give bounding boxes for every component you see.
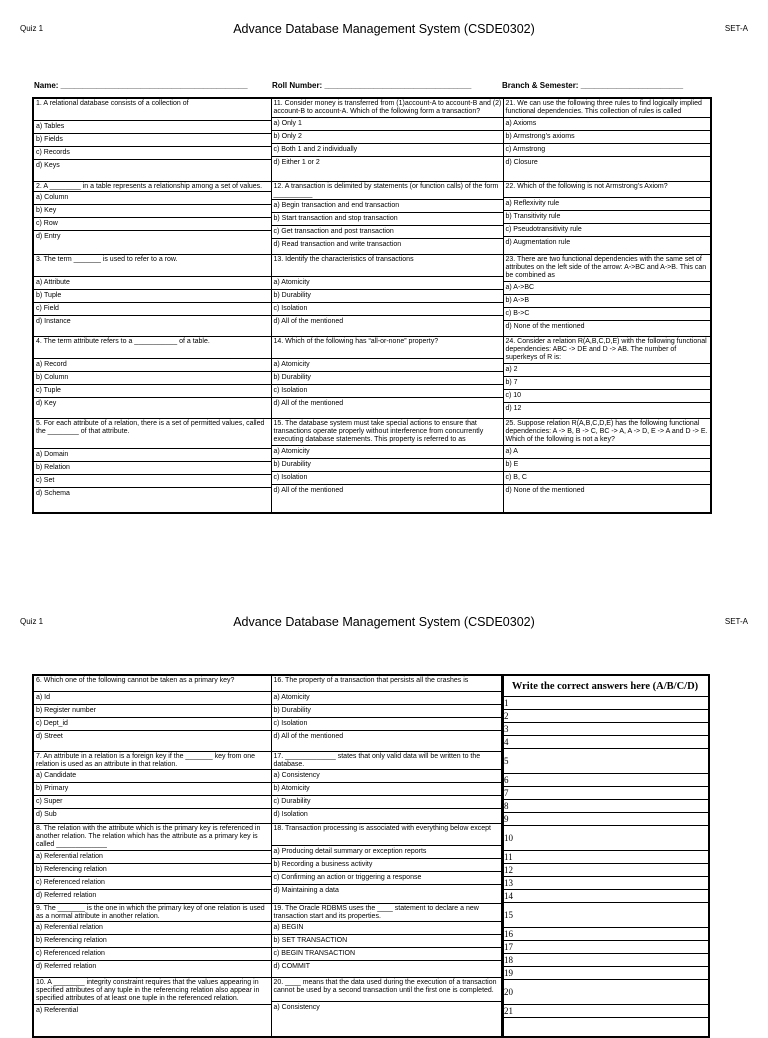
answer-row[interactable]: 10 [502,826,708,851]
answer-option: c) Confirming an action or triggering a response [272,871,503,884]
quiz-label: Quiz 1 [20,24,44,33]
question-text: 24. Consider a relation R(A,B,C,D,E) with the following functional dependencies: ABC -> DE and D -> AB. The number of superkeys of R is: [505,337,707,362]
answer-option: c) Tuple [34,384,271,397]
answer-option: b) Fields [34,133,271,146]
answer-option: a) Producing detail summary or exception reports [272,845,503,858]
question-cell [271,98,503,181]
answer-option: a) Referential relation [34,850,271,863]
answer-row[interactable]: 15 [502,903,708,928]
answer-option: b) Referencing relation [34,934,271,947]
answer-option: a) Only 1 [272,117,503,130]
answer-option: a) Consistency [272,769,503,782]
page-title: Advance Database Management System (CSDE0302) [233,615,535,629]
answer-option: b) Durability [272,289,503,302]
answer-option: a) Atomicity [272,445,503,458]
answer-option: d) Read transaction and write transaction [272,238,503,251]
answer-row[interactable]: 12 [502,864,708,877]
question-cell [271,903,503,977]
answer-option: b) Key [34,204,271,217]
answer-option: c) Isolation [272,471,503,484]
answer-option: a) Attribute [34,276,271,289]
question-cell [271,254,503,336]
answer-option: a) Reflexivity rule [504,197,711,210]
answer-option: a) Record [34,358,271,371]
answer-row[interactable]: 5 [502,749,708,774]
answer-row[interactable]: 21 [502,1005,708,1018]
question-text: 25. Suppose relation R(A,B,C,D,E) has the following functional dependencies: A -> B, B -> C, BC -> A, A -> D, E -> A and D -> E. Which of the following is not a key? [505,419,708,444]
answer-option: a) Tables [34,120,271,133]
answer-option: a) Column [34,191,271,204]
quiz-label: Quiz 1 [20,617,44,626]
answer-option: b) Primary [34,782,271,795]
answer-row[interactable]: 14 [502,890,708,903]
answer-option: a) Id [34,691,271,704]
question-text: 1. A relational database consists of a collection of [36,100,189,107]
answer-option: d) Maintaining a data [272,884,503,897]
question-text: 20. ____ means that the data used during the execution of a transaction cannot be used by a second transaction until the first one is completed. [273,978,497,994]
question-text: 9. The _______ is the one in which the primary key of one relation is used as a normal attribute in another relation. [36,904,265,920]
question-cell [33,823,271,903]
question-text: 13. Identify the characteristics of transactions [273,255,414,263]
answer-option: d) COMMIT [272,960,503,973]
question-text: 17. _____________ states that only valid data will be written to the database. [273,752,481,768]
answer-row[interactable]: 18 [502,954,708,967]
answer-option: b) Atomicity [272,782,503,795]
question-cell [271,751,503,823]
answer-option: c) Referenced relation [34,947,271,960]
answer-option: b) Only 2 [272,130,503,143]
answer-option: b) Durability [272,371,503,384]
question-cell [33,675,271,751]
answer-option: a) A [504,445,711,458]
answer-option: b) Recording a business activity [272,858,503,871]
answer-option: b) A->B [504,294,711,307]
answer-option: c) 10 [504,389,711,402]
answer-option: c) Records [34,146,271,159]
answer-option: a) Referential [34,1004,271,1017]
answer-row[interactable]: 3 [502,723,708,736]
answer-option: a) 2 [504,363,711,376]
answer-option: b) Armstrong’s axioms [504,130,711,143]
answer-option: b) Tuple [34,289,271,302]
answer-row[interactable]: 6 [502,774,708,787]
questions-table-page1 [32,97,712,514]
answer-rows [502,697,708,1018]
answer-option: c) Field [34,302,271,315]
answer-option: b) Durability [272,458,503,471]
answer-option: b) Register number [34,704,271,717]
question-cell [271,675,503,751]
answer-option: d) Schema [34,487,271,500]
answer-row[interactable]: 4 [502,736,708,749]
question-text: 4. The term attribute refers to a ___________ of a table. [36,337,210,345]
question-cell [503,98,711,181]
answer-option: c) Both 1 and 2 individually [272,143,503,156]
question-text: 5. For each attribute of a relation, there is a set of permitted values, called the ________ of that attribute. [36,419,265,435]
answer-option: a) Axioms [504,117,711,130]
answer-option: b) Transitivity rule [504,210,711,223]
question-text: 19. The Oracle RDBMS uses the ____ statement to declare a new transaction start and its properties. [273,904,479,920]
answer-option: c) Row [34,217,271,230]
question-cell [271,823,503,903]
answer-row[interactable]: 20 [502,980,708,1005]
answer-option: d) All of the mentioned [272,484,503,497]
answer-option: a) BEGIN [272,921,503,934]
question-text: 12. A transaction is delimited by statements (or function calls) of the form __________ [273,182,499,198]
answer-row[interactable]: 1 [502,697,708,710]
answer-option: d) None of the mentioned [504,484,711,497]
answer-option: c) Isolation [272,302,503,315]
question-text: 10. A ________ integrity constraint requires that the values appearing in specified attributes of any tuple in the referencing relation also appear in specified attributes of at least one tuple in the referenced relation. [36,978,260,1003]
question-cell [33,181,271,254]
question-cell [33,418,271,513]
answer-row[interactable]: 19 [502,967,708,980]
page-header [0,615,768,635]
question-cell [503,336,711,418]
answer-option: d) Instance [34,315,271,328]
question-text: 7. An attribute in a relation is a foreign key if the _______ key from one relation is used as an attribute in that relation. [36,752,256,768]
page-title: Advance Database Management System (CSDE0302) [233,22,535,36]
answer-option: b) 7 [504,376,711,389]
answer-option: c) Isolation [272,717,503,730]
answer-option: c) Set [34,474,271,487]
answer-option: b) E [504,458,711,471]
roll-number-field[interactable]: Roll Number: _________________________________ [272,81,472,90]
answer-option: a) Atomicity [272,691,503,704]
set-label: SET-A [724,24,748,33]
answer-row[interactable]: 13 [502,877,708,890]
answer-option: c) Super [34,795,271,808]
questions-table-page2 [32,674,504,1038]
answer-option: d) All of the mentioned [272,397,503,410]
answer-option: a) Atomicity [272,276,503,289]
answer-option: d) Augmentation rule [504,236,711,249]
question-cell [271,418,503,513]
answer-row[interactable]: 7 [502,787,708,800]
answer-option: a) A->BC [504,281,711,294]
answer-option: d) Closure [504,156,711,169]
answer-row[interactable]: 16 [502,928,708,941]
question-cell [271,977,503,1037]
answer-option: d) 12 [504,402,711,415]
answer-row[interactable]: 9 [502,813,708,826]
question-cell [503,254,711,336]
answer-option: c) Armstrong [504,143,711,156]
answer-option: c) Isolation [272,384,503,397]
question-text: 3. The term _______ is used to refer to a row. [36,255,178,263]
answer-option: d) Isolation [272,808,503,821]
answer-option: d) Street [34,730,271,743]
question-text: 16. The property of a transaction that persists all the crashes is [273,677,469,684]
set-label: SET-A [724,617,748,626]
question-cell [33,903,271,977]
question-text: 6. Which one of the following cannot be taken as a primary key? [36,677,235,684]
answer-option: d) All of the mentioned [272,730,503,743]
answer-sheet-header: Write the correct answers here (A/B/C/D) [502,676,708,697]
question-cell [271,181,503,254]
question-cell [33,751,271,823]
answer-option: d) Referred relation [34,960,271,973]
question-cell [33,98,271,181]
answer-option: b) Column [34,371,271,384]
answer-option: a) Domain [34,448,271,461]
answer-option: a) Referential relation [34,921,271,934]
question-cell [33,977,271,1037]
answer-option: a) Begin transaction and end transaction [272,199,503,212]
question-text: 8. The relation with the attribute which is the primary key is referenced in another relation. The relation which has the attribute as a primary key is called _____________ [36,824,261,849]
answer-option: c) Durability [272,795,503,808]
question-cell [271,336,503,418]
answer-option: d) None of the mentioned [504,320,711,333]
answer-option: b) Durability [272,704,503,717]
answer-option: d) Either 1 or 2 [272,156,503,169]
answer-option: b) Referencing relation [34,863,271,876]
question-cell [33,254,271,336]
answer-option: c) B->C [504,307,711,320]
question-text: 2. A ________ in a table represents a relationship among a set of values. [36,182,263,190]
answer-option: d) Key [34,397,271,410]
answer-sheet [501,674,710,1038]
answer-option: c) Referenced relation [34,876,271,889]
question-cell [503,418,711,513]
question-text: 23. There are two functional dependencies with the same set of attributes on the left side of the arrow: A->BC and A->B. This can be combined as [505,255,707,280]
answer-row[interactable]: 17 [502,941,708,954]
question-text: 18. Transaction processing is associated with everything below except [273,824,492,832]
answer-row[interactable]: 2 [502,710,708,723]
answer-option: a) Atomicity [272,358,503,371]
page-header [0,22,768,42]
answer-option: c) BEGIN TRANSACTION [272,947,503,960]
branch-semester-field[interactable]: Branch & Semester: _______________________ [502,81,684,90]
answer-option: a) Consistency [272,1001,503,1014]
question-text: 14. Which of the following has “all-or-none” property? [273,337,439,345]
answer-option: c) Get transaction and post transaction [272,225,503,238]
answer-option: a) Candidate [34,769,271,782]
question-text: 15. The database system must take special actions to ensure that transactions operate properly without interference from concurrently executing database statements. This property is referred to as [273,419,484,444]
answer-option: d) Entry [34,230,271,243]
question-cell [503,181,711,254]
answer-option: d) All of the mentioned [272,315,503,328]
answer-option: c) Dept_id [34,717,271,730]
name-field[interactable]: Name: __________________________________________ [34,81,248,90]
answer-option: b) Relation [34,461,271,474]
question-text: 22. Which of the following is not Armstrong’s Axiom? [505,182,668,190]
question-text: 21. We can use the following three rules to find logically implied functional dependencies. This collection of rules is called [505,100,702,116]
answer-option: d) Keys [34,159,271,172]
answer-option: c) B, C [504,471,711,484]
answer-row[interactable]: 11 [502,851,708,864]
question-cell [33,336,271,418]
answer-option: c) Pseudotransitivity rule [504,223,711,236]
answer-row[interactable]: 8 [502,800,708,813]
question-text: 11. Consider money is transferred from (1)account-A to account-B and (2) account-B to account-A. Which of the following form a transaction? [273,100,502,116]
answer-option: d) Sub [34,808,271,821]
answer-option: d) Referred relation [34,889,271,902]
answer-option: b) Start transaction and stop transaction [272,212,503,225]
answer-option: b) SET TRANSACTION [272,934,503,947]
